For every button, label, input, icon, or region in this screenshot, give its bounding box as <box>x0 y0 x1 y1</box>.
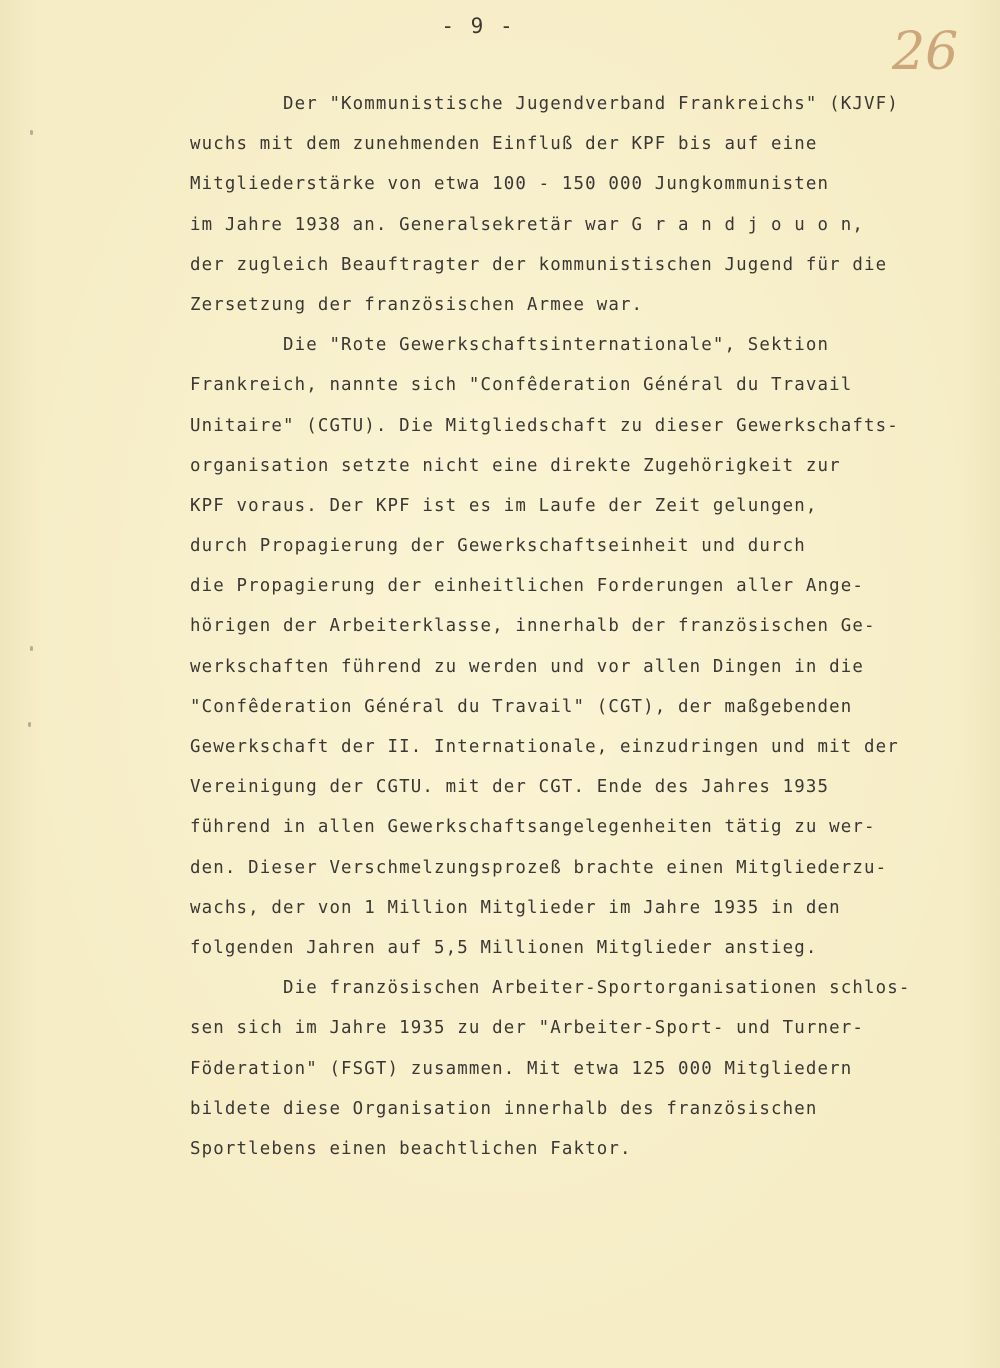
margin-mark <box>28 722 31 727</box>
text-line: Der "Kommunistische Jugendverband Frankreichs" (KJVF) <box>190 94 899 114</box>
text-line: im Jahre 1938 an. Generalsekretär war G r a n d j o u o n, <box>190 214 864 235</box>
text-line: KPF voraus. Der KPF ist es im Laufe der Zeit gelungen, <box>190 495 818 516</box>
text-line: Die "Rote Gewerkschaftsinternationale", Sektion <box>190 335 830 356</box>
text-line: der zugleich Beauftragter der kommunistischen Jugend für die <box>190 254 888 275</box>
text-line: die Propagierung der einheitlichen Forderungen aller Ange- <box>190 576 864 597</box>
archive-number-handwritten: 26 <box>892 22 959 82</box>
text-line: führend in allen Gewerkschaftsangelegenheiten tätig zu wer- <box>190 817 876 838</box>
text-line: Zersetzung der französischen Armee war. <box>190 294 644 315</box>
text-line: wuchs mit dem zunehmenden Einfluß der KPF bis auf eine <box>190 134 818 155</box>
text-line: bildete diese Organisation innerhalb des französischen <box>190 1098 818 1119</box>
text-line: "Confêderation Général du Travail" (CGT), der maßgebenden <box>190 696 853 717</box>
text-line: werkschaften führend zu werden und vor allen Dingen in die <box>190 656 864 677</box>
margin-mark <box>30 646 33 651</box>
body-text <box>190 84 980 1169</box>
text-line: Frankreich, nannte sich "Confêderation Général du Travail <box>190 375 853 396</box>
text-line: Mitgliederstärke von etwa 100 - 150 000 Jungkommunisten <box>190 174 830 195</box>
text-line: hörigen der Arbeiterklasse, innerhalb der französischen Ge- <box>190 616 876 637</box>
text-line: den. Dieser Verschmelzungsprozeß brachte einen Mitgliederzu- <box>190 857 888 878</box>
text-line: folgenden Jahren auf 5,5 Millionen Mitglieder anstieg. <box>190 937 818 958</box>
text-line: organisation setzte nicht eine direkte Zugehörigkeit zur <box>190 455 841 476</box>
text-line: Sportlebens einen beachtlichen Faktor. <box>190 1138 632 1159</box>
text-line: durch Propagierung der Gewerkschaftseinheit und durch <box>190 536 806 557</box>
text-line: Föderation" (FSGT) zusammen. Mit etwa 125 000 Mitgliedern <box>190 1058 853 1079</box>
page-number: - 9 - <box>441 14 515 38</box>
text-line: Unitaire" (CGTU). Die Mitgliedschaft zu dieser Gewerkschafts- <box>190 415 899 436</box>
text-line: Die französischen Arbeiter-Sportorganisationen schlos- <box>190 978 911 999</box>
text-line: Vereinigung der CGTU. mit der CGT. Ende des Jahres 1935 <box>190 777 830 798</box>
text-line: sen sich im Jahre 1935 zu der "Arbeiter-Sport- und Turner- <box>190 1018 864 1039</box>
margin-mark <box>30 130 33 135</box>
text-line: wachs, der von 1 Million Mitglieder im Jahre 1935 in den <box>190 897 841 918</box>
text-line: Gewerkschaft der II. Internationale, einzudringen und mit der <box>190 737 899 757</box>
